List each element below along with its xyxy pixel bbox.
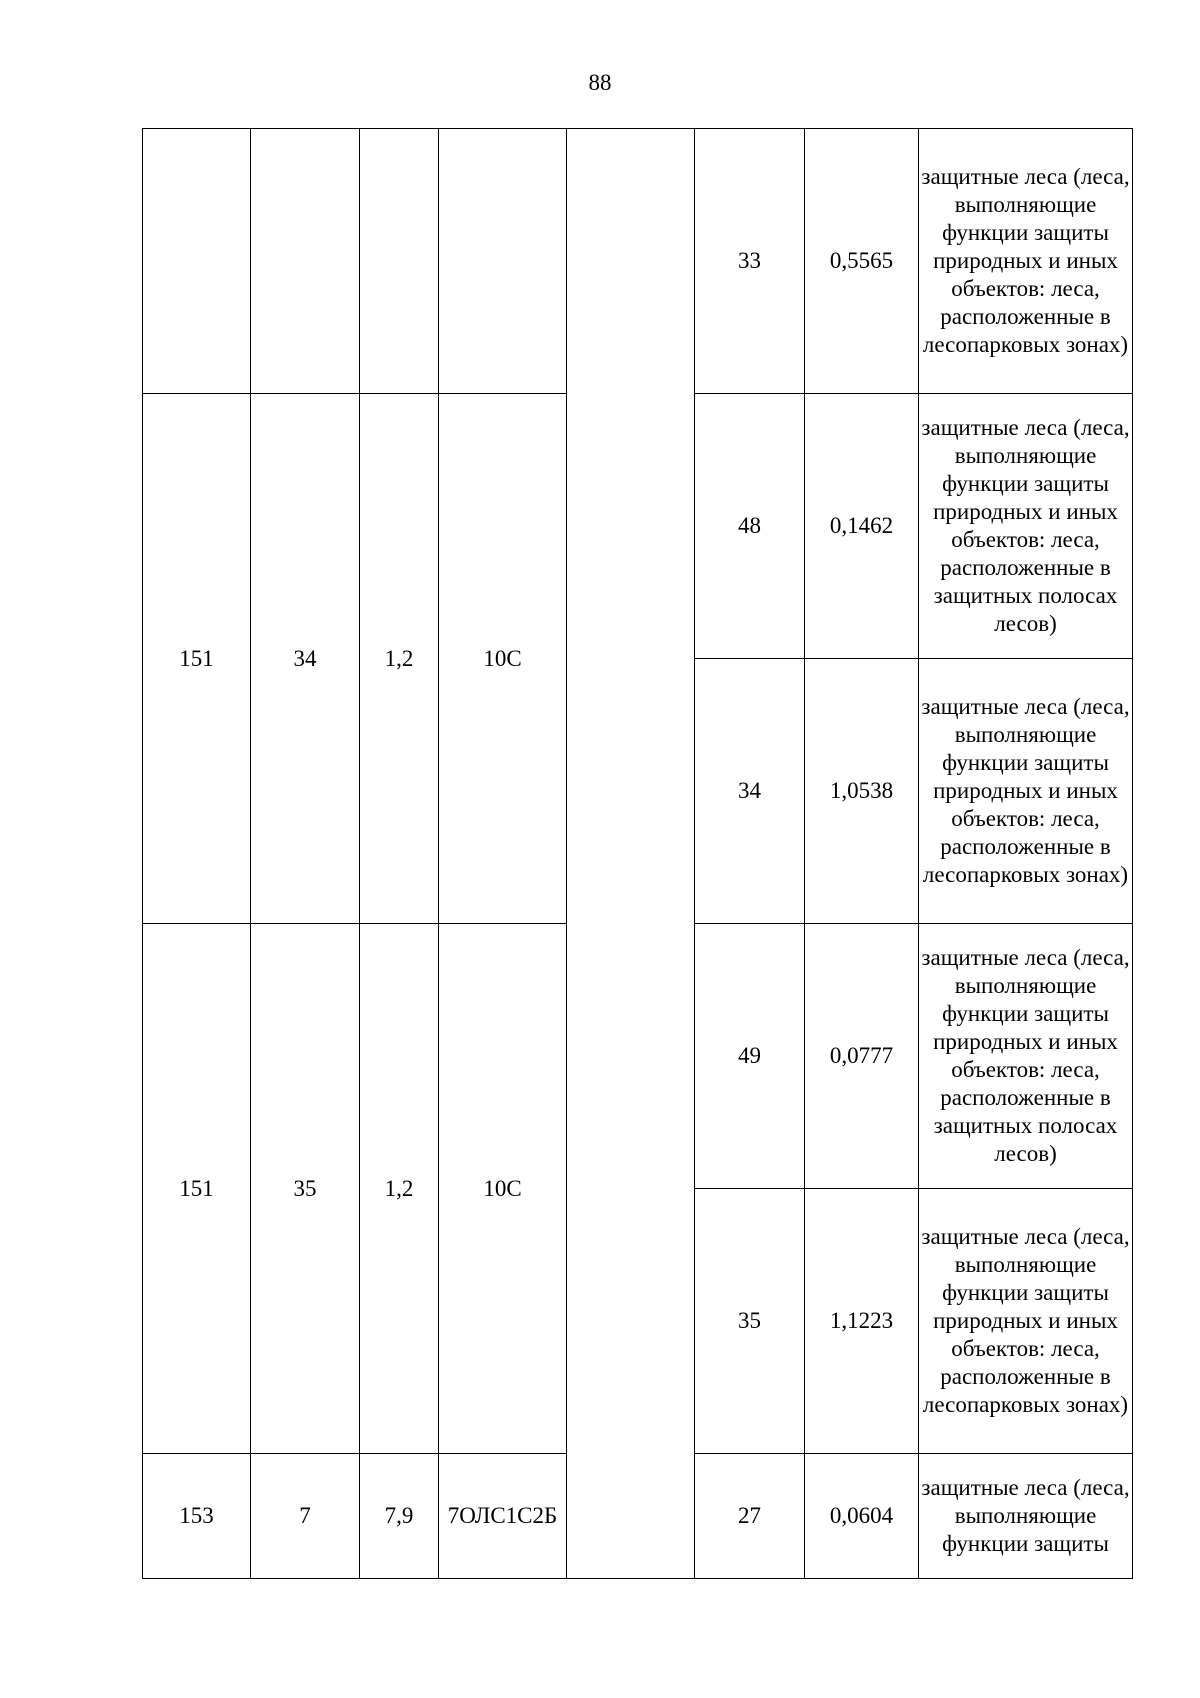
cell-composition: 10С bbox=[439, 924, 567, 1454]
cell-sub-number: 34 bbox=[695, 659, 805, 924]
cell-description: защитные леса (леса, выполняющие функции защиты bbox=[919, 1454, 1133, 1579]
cell-quarter bbox=[143, 129, 251, 394]
table-row bbox=[143, 129, 1133, 394]
cell-sub-area: 0,0777 bbox=[805, 924, 919, 1189]
cell-description: защитные леса (леса, выполняющие функции защиты природных и иных объектов: леса, расположенные в защитных полосах лесов) bbox=[919, 924, 1133, 1189]
cell-empty-column bbox=[567, 129, 695, 1579]
page-number: 88 bbox=[588, 70, 612, 95]
cell-area: 7,9 bbox=[360, 1454, 439, 1579]
cell-description: защитные леса (леса, выполняющие функции защиты природных и иных объектов: леса, расположенные в лесопарковых зонах) bbox=[919, 129, 1133, 394]
cell-sub-number: 27 bbox=[695, 1454, 805, 1579]
cell-composition: 7ОЛС1С2Б bbox=[439, 1454, 567, 1579]
cell-section bbox=[251, 129, 360, 394]
cell-section: 35 bbox=[251, 924, 360, 1454]
cell-composition bbox=[439, 129, 567, 394]
cell-sub-number: 49 bbox=[695, 924, 805, 1189]
cell-sub-area: 1,0538 bbox=[805, 659, 919, 924]
cell-quarter: 153 bbox=[143, 1454, 251, 1579]
forest-table bbox=[142, 128, 1133, 1579]
cell-sub-area: 0,1462 bbox=[805, 394, 919, 659]
cell-quarter: 151 bbox=[143, 924, 251, 1454]
cell-description: защитные леса (леса, выполняющие функции защиты природных и иных объектов: леса, расположенные в защитных полосах лесов) bbox=[919, 394, 1133, 659]
cell-sub-number: 48 bbox=[695, 394, 805, 659]
cell-area bbox=[360, 129, 439, 394]
cell-section: 7 bbox=[251, 1454, 360, 1579]
cell-description: защитные леса (леса, выполняющие функции защиты природных и иных объектов: леса, расположенные в лесопарковых зонах) bbox=[919, 659, 1133, 924]
cell-area: 1,2 bbox=[360, 394, 439, 924]
cell-quarter: 151 bbox=[143, 394, 251, 924]
cell-composition: 10С bbox=[439, 394, 567, 924]
cell-area: 1,2 bbox=[360, 924, 439, 1454]
cell-sub-area: 0,0604 bbox=[805, 1454, 919, 1579]
cell-section: 34 bbox=[251, 394, 360, 924]
cell-sub-number: 33 bbox=[695, 129, 805, 394]
cell-sub-area: 1,1223 bbox=[805, 1189, 919, 1454]
cell-sub-area: 0,5565 bbox=[805, 129, 919, 394]
cell-sub-number: 35 bbox=[695, 1189, 805, 1454]
cell-description: защитные леса (леса, выполняющие функции защиты природных и иных объектов: леса, расположенные в лесопарковых зонах) bbox=[919, 1189, 1133, 1454]
